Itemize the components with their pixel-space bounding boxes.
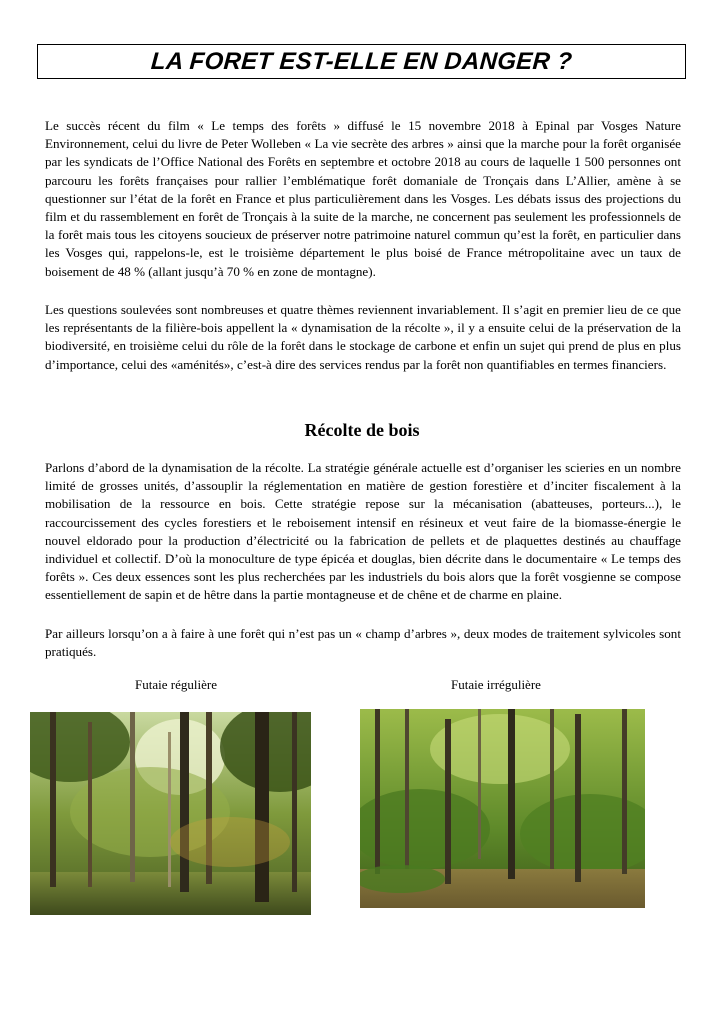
section-paragraph-2: Par ailleurs lorsqu’on a à faire à une forêt qui n’est pas un « champ d’arbres », deux modes de traitement sylvicoles sont pratiqués.	[45, 626, 681, 660]
irregular-forest-photo	[360, 709, 645, 908]
section-paragraph-1: Parlons d’abord de la dynamisation de la récolte. La stratégie générale actuelle est d’organiser les scieries en un nombre limité de grosses unités, d’assouplir la réglementation en matière de gestion forestière et d’inciter fiscalement à la mobilisation de la ressource en bois. Cette stratégie repose sur la mécanisation (abatteuses, porteurs...), le raccourcissement des cycles forestiers et le reboisement intensif en résineux et veut faire de la biomasse-énergie le nouvel eldorado pour la production d’électricité ou la fabrication de pellets et de plaquettes destinés au chauffage individuel et collectif. D’où la monoculture de type épicéa et douglas, bien décrite dans le documentaire « Le temps des forêts ». Ces deux essences sont les plus recherchées par les industriels du bois alors que la forêt vosgienne se compose essentiellement de sapin et de hêtre dans la partie montagneuse et de chêne et de charme en plaine.	[45, 460, 681, 603]
section-heading: Récolte de bois	[304, 420, 420, 440]
page-title: LA FORET EST-ELLE EN DANGER ?	[150, 47, 574, 75]
intro-paragraph-1: Le succès récent du film « Le temps des forêts » diffusé le 15 novembre 2018 à Epinal par Vosges Nature Environnement, celui du livre de Peter Wolleben « La vie secrète des arbres » ainsi que la marche pour la forêt organisée par les syndicats de l’Office National des Forêts en septembre et octobre 2018 au cours de laquelle 1 500 personnes ont parcouru les forêts françaises pour rallier l’emblématique forêt domaniale de Tronçais dans L’Allier, amène à se questionner sur l’état de la forêt en France et plus particulièrement dans les Vosges. Les débats issus des projections du film et du rassemblement en forêt de Tronçais à la suite de la marche, ne concernent pas seulement les professionnels de la forêt mais tous les citoyens soucieux de préserver notre patrimoine naturel commun qu’est la forêt, en particulier dans les Vosges qui, rappelons-le, est le troisième département le plus boisé de France métropolitaine avec un taux de boisement de 48 % (allant jusqu’à 70 % en zone de montagne).	[45, 118, 681, 279]
right-figure-caption: Futaie irrégulière	[451, 677, 541, 692]
left-figure-caption: Futaie régulière	[135, 677, 217, 692]
regular-forest-illustration	[30, 712, 311, 915]
irregular-forest-illustration	[360, 709, 645, 908]
regular-forest-photo	[30, 712, 311, 915]
title-box	[37, 44, 686, 79]
intro-paragraph-2: Les questions soulevées sont nombreuses et quatre thèmes reviennent invariablement. Il s’agit en premier lieu de ce que les représentants de la filière-bois appellent la « dynamisation de la récolte », il y a ensuite celui de la préservation de la biodiversité, en troisième celui du rôle de la forêt dans le stockage de carbone et enfin un sujet qui prend de plus en plus d’importance, celui des «aménités», c’est-à dire des services rendus par la forêt non quantifiables en termes financiers.	[45, 302, 681, 372]
